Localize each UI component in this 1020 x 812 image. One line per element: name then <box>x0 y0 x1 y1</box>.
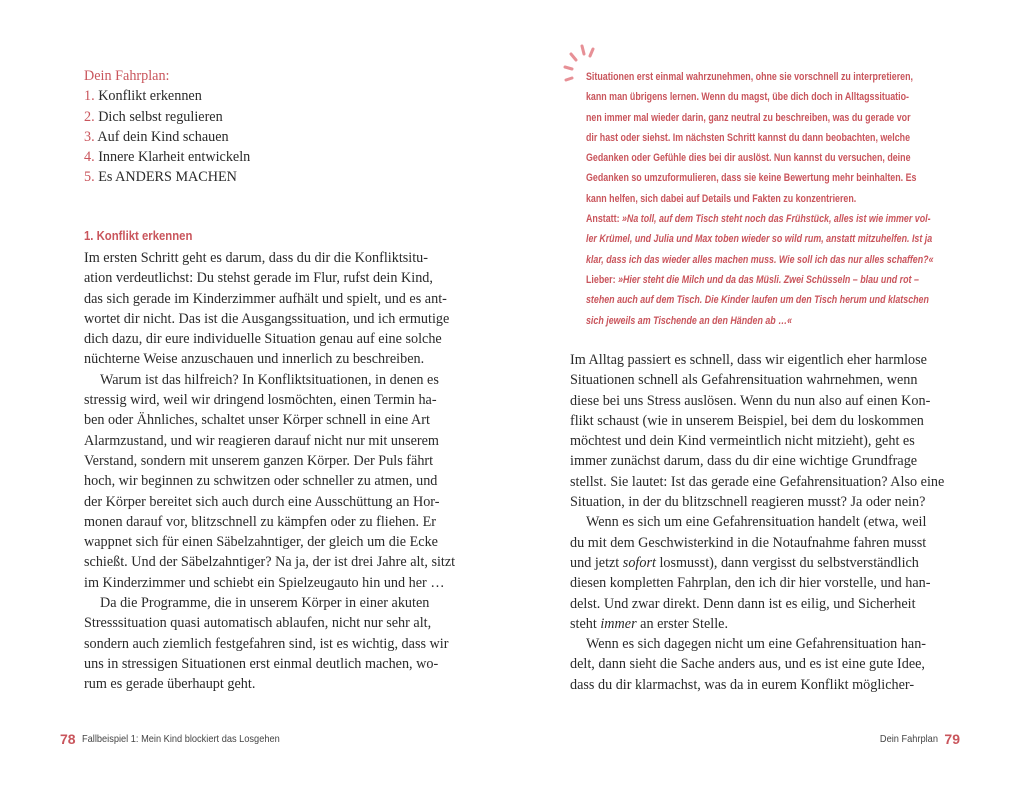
text-line: stellst. Sie lautet: Ist das gerade eine Gefahrensituation? Also eine <box>570 473 945 490</box>
text-line: möchtest und dein Kind vermeintlich nicht mitzieht), geht es <box>570 433 915 450</box>
text-line: Warum ist das hilfreich? In Konfliktsituationen, in denen es <box>100 371 439 388</box>
text-line: schießt. Und der Säbelzahntiger? Na ja, der ist drei Jahre alt, sitzt <box>84 554 456 571</box>
text-line: Wenn es sich um eine Gefahrensituation handelt (etwa, weil <box>586 514 927 531</box>
tip-line: ler Krümel, und Julia und Max toben wieder so wild rum, anstatt mitzuhelfen. Ist ja <box>586 233 933 246</box>
running-head: Dein Fahrplan <box>880 732 939 745</box>
text-line: monen darauf vor, blitzschnell zu kämpfen oder zu fliehen. Er <box>84 513 437 530</box>
plan-item-number: 1. <box>84 88 95 105</box>
text-line: diese bei uns Stress auslösen. Wenn du nun also auf einen Kon- <box>570 392 931 409</box>
right-body-text <box>570 350 944 695</box>
lieber-label: Lieber: <box>586 273 616 286</box>
plan-item-label: Auf dein Kind schauen <box>97 128 229 145</box>
text-line: uns in stressigen Situationen erst einmal deutlich machen, wo- <box>84 655 439 672</box>
text-line: hoch, wir beginnen zu schwitzen oder schneller zu atmen, und <box>84 473 438 490</box>
tip-line: kann helfen, sich dabei auf Details und Fakten zu konzentrieren. <box>586 192 857 205</box>
plan-item <box>84 127 250 147</box>
text-segment: steht <box>570 615 601 632</box>
text-line: ation verdeutlichst: Du stehst gerade im Flur, rufst dein Kind, <box>84 270 433 287</box>
emphasis-text: immer <box>600 615 637 632</box>
text-line: du mit dem Geschwisterkind in die Notaufnahme fahren musst <box>570 534 927 551</box>
text-line: ben oder Ähnliches, schaltet unser Körper schnell in eine Art <box>84 412 430 429</box>
text-line: flikt schaust (wie in unserem Beispiel, bei dem du loskommen <box>570 412 924 429</box>
plan-item-number: 2. <box>84 108 95 125</box>
plan-title: Dein Fahrplan: <box>84 68 170 84</box>
text-line: Im ersten Schritt geht es darum, dass du dir die Konfliktsitu- <box>84 250 428 266</box>
plan-item-number: 5. <box>84 169 95 186</box>
text-line: Stresssituation quasi automatisch ablaufen, nicht nur sehr alt, <box>84 615 432 632</box>
page-number: 79 <box>944 730 960 747</box>
tip-line <box>586 209 934 229</box>
text-line: delt, dann sieht die Sache anders aus, und es ist eine gute Idee, <box>570 656 925 673</box>
tip-line: sich jeweils am Tischende an den Händen ab …« <box>586 314 793 327</box>
tip-line: kann man übrigens lernen. Wenn du magst, übe dich doch in Alltagssituatio- <box>586 91 909 104</box>
plan-item-label: Innere Klarheit entwickeln <box>98 149 251 166</box>
anstatt-label: Anstatt: <box>586 213 620 226</box>
tip-line: klar, dass ich das wieder alles machen muss. Wie soll ich das nur alles schaffen?« <box>586 253 934 266</box>
lieber-quote: »Hier steht die Milch und da das Müsli. Zwei Schüsseln – blau und rot – <box>615 273 919 286</box>
text-line: Wenn es sich dagegen nicht um eine Gefahrensituation han- <box>586 636 927 653</box>
tip-line <box>586 270 934 290</box>
plan-item <box>84 107 250 127</box>
text-line: immer zunächst darum, dass du dir eine wichtige Grundfrage <box>570 453 918 470</box>
text-line: dass du dir klarmachst, was da in eurem Konflikt möglicher- <box>570 676 915 693</box>
text-line: rum es gerade überhaupt geht. <box>84 676 256 693</box>
text-segment: und jetzt <box>570 554 623 571</box>
text-line: im Kinderzimmer und schiebt ein Spielzeugauto hin und her … <box>84 574 445 591</box>
plan-item-number: 4. <box>84 149 95 166</box>
text-line: das sich gerade im Kinderzimmer aufhält und spielt, und es ant- <box>84 290 447 307</box>
text-line: Da die Programme, die in unserem Körper in einer akuten <box>100 595 430 612</box>
tip-line: Gedanken oder Gefühle dies bei dir auslöst. Nun kannst du versuchen, deine <box>586 152 911 165</box>
text-line: Verstand, sondern mit unserem ganzen Körper. Der Puls fährt <box>84 452 434 469</box>
text-line: delst. Und zwar direkt. Denn dann ist es eilig, und Sicherheit <box>570 595 916 612</box>
text-line: diesen kompletten Fahrplan, den ich dir hier vorstelle, und han- <box>570 575 931 592</box>
text-line <box>570 553 944 573</box>
plan-item-label: Dich selbst regulieren <box>98 108 223 125</box>
plan-item <box>84 86 250 106</box>
plan-list <box>84 66 250 188</box>
text-line <box>570 614 944 634</box>
text-segment: losmusst), dann vergisst du selbstverständlich <box>655 554 919 571</box>
plan-item <box>84 147 250 167</box>
text-line: wappnet sich für einen Säbelzahntiger, der gleich um die Ecke <box>84 534 438 551</box>
text-line: Alarmzustand, und wir reagieren darauf nicht nur mit unserem <box>84 432 439 449</box>
running-head: Fallbeispiel 1: Mein Kind blockiert das Losgehen <box>81 732 280 745</box>
text-line: nüchterne Weise anzuschauen und innerlich zu beschreiben. <box>84 351 425 368</box>
tip-line: stehen auch auf dem Tisch. Die Kinder laufen um den Tisch herum und klatschen <box>586 294 929 307</box>
text-segment: an erster Stelle. <box>636 615 729 632</box>
text-line: sondern auch ziemlich festgefahren sind, ist es wichtig, dass wir <box>84 635 449 652</box>
tip-line: dir hast oder siehst. Im nächsten Schritt kannst du dann beobachten, welche <box>586 131 911 144</box>
footer-right <box>872 730 960 748</box>
section-heading: 1. Konflikt erkennen <box>84 228 193 243</box>
tip-line: nen immer mal wieder darin, ganz neutral zu beschreiben, was du gerade vor <box>586 111 911 124</box>
right-page <box>510 0 1020 812</box>
page-number: 78 <box>60 730 76 747</box>
anstatt-quote: »Na toll, auf dem Tisch steht noch das Frühstück, alles ist wie immer vol- <box>619 213 931 226</box>
text-line: stressig wird, weil wir dringend losmöchten, einen Termin ha- <box>84 392 437 409</box>
footer-left <box>60 730 306 748</box>
tip-box <box>586 67 1020 331</box>
plan-item <box>84 167 250 187</box>
text-line: Situation, in der du blitzschnell reagieren musst? Ja oder nein? <box>570 494 926 511</box>
tip-line: Gedanken so umzuformulieren, dass sie keine Bewertung mehr beinhalten. Es <box>586 172 917 185</box>
emphasis-text: sofort <box>622 554 656 571</box>
plan-item-label: Es ANDERS MACHEN <box>98 169 237 186</box>
plan-item-number: 3. <box>84 128 95 145</box>
tip-line: Situationen erst einmal wahrzunehmen, ohne sie vorschnell zu interpretieren, <box>586 71 913 83</box>
text-line: Im Alltag passiert es schnell, dass wir eigentlich eher harmlose <box>570 352 927 368</box>
text-line: wortet dir nicht. Das ist die Ausgangssituation, und ich ermutige <box>84 310 450 327</box>
left-body-text <box>84 248 455 695</box>
plan-item-label: Konflikt erkennen <box>98 88 202 105</box>
text-line: Situationen schnell als Gefahrensituation wahrnehmen, wenn <box>570 372 918 389</box>
text-line: dich dazu, dir eure individuelle Situation genau auf eine solche <box>84 331 442 348</box>
text-line: der Körper bereitet sich auch durch eine Ausschüttung an Hor- <box>84 493 440 510</box>
